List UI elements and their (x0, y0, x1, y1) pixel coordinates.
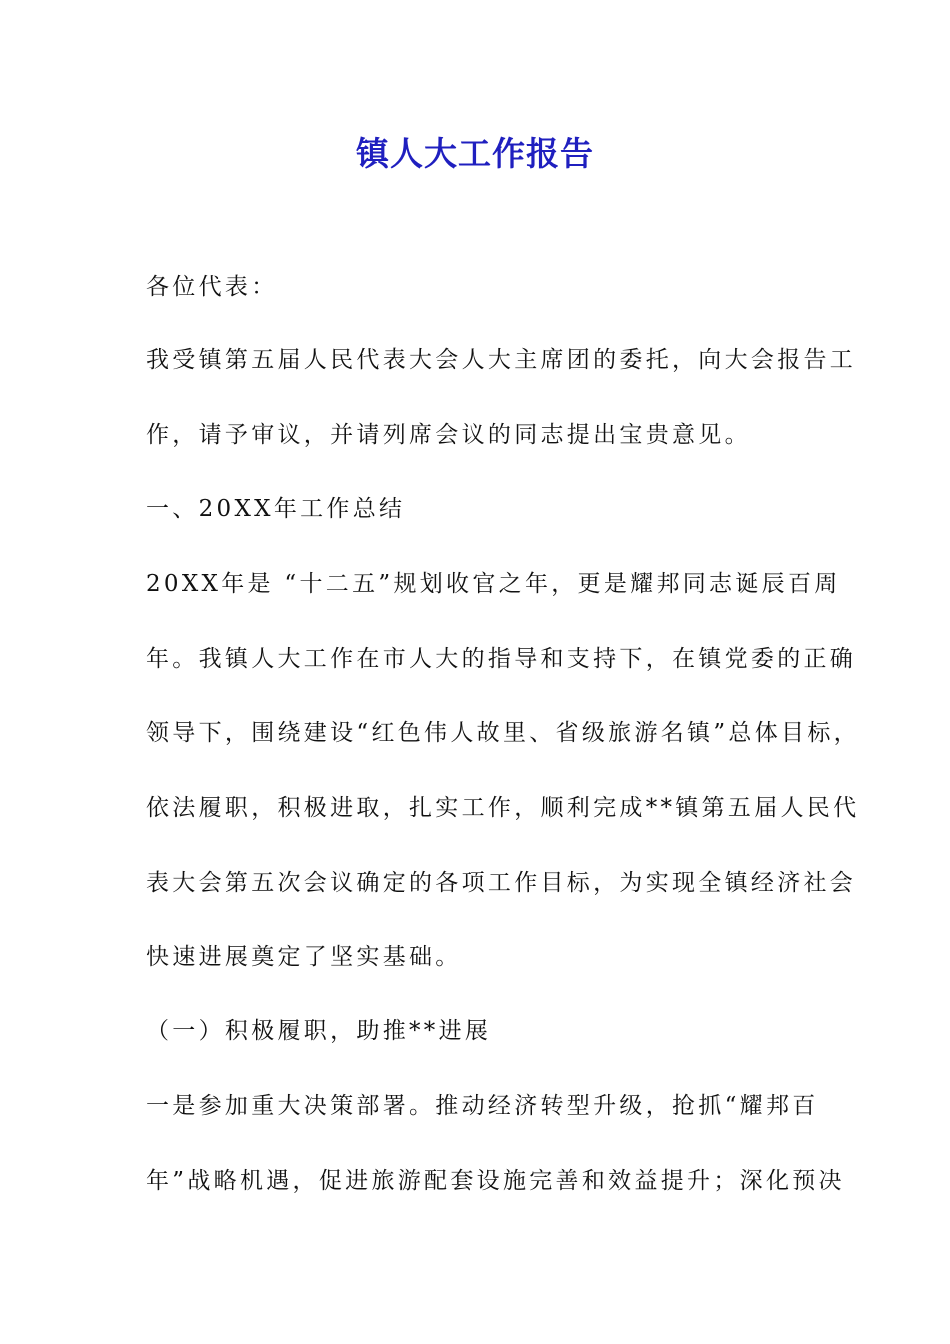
paragraph-line: 年。我镇人大工作在市人大的指导和支持下，在镇党委的正确 (146, 646, 857, 672)
document-title: 镇人大工作报告 (356, 134, 594, 173)
paragraph-line: 依法履职，积极进取，扎实工作，顺利完成**镇第五届人民代 (146, 795, 860, 821)
subsection-heading: （一）积极履职，助推**进展 (146, 1018, 492, 1044)
paragraph-line: 年”战略机遇，促进旅游配套设施完善和效益提升；深化预决 (146, 1168, 845, 1194)
paragraph-line: 我受镇第五届人民代表大会人大主席团的委托，向大会报告工 (146, 347, 857, 373)
paragraph-line: 作，请予审议，并请列席会议的同志提出宝贵意见。 (146, 422, 751, 448)
section-heading: 一、20XX年工作总结 (146, 496, 406, 522)
paragraph-line: 领导下，围绕建设“红色伟人故里、省级旅游名镇”总体目标， (146, 720, 860, 746)
paragraph-line: 一是参加重大决策部署。推动经济转型升级，抢抓“耀邦百 (146, 1093, 819, 1119)
salutation: 各位代表： (146, 274, 278, 300)
paragraph-line: 20XX年是 “十二五”规划收官之年，更是耀邦同志诞辰百周 (146, 571, 841, 597)
paragraph-line: 快速进展奠定了坚实基础。 (146, 944, 462, 970)
paragraph-line: 表大会第五次会议确定的各项工作目标，为实现全镇经济社会 (146, 870, 857, 896)
